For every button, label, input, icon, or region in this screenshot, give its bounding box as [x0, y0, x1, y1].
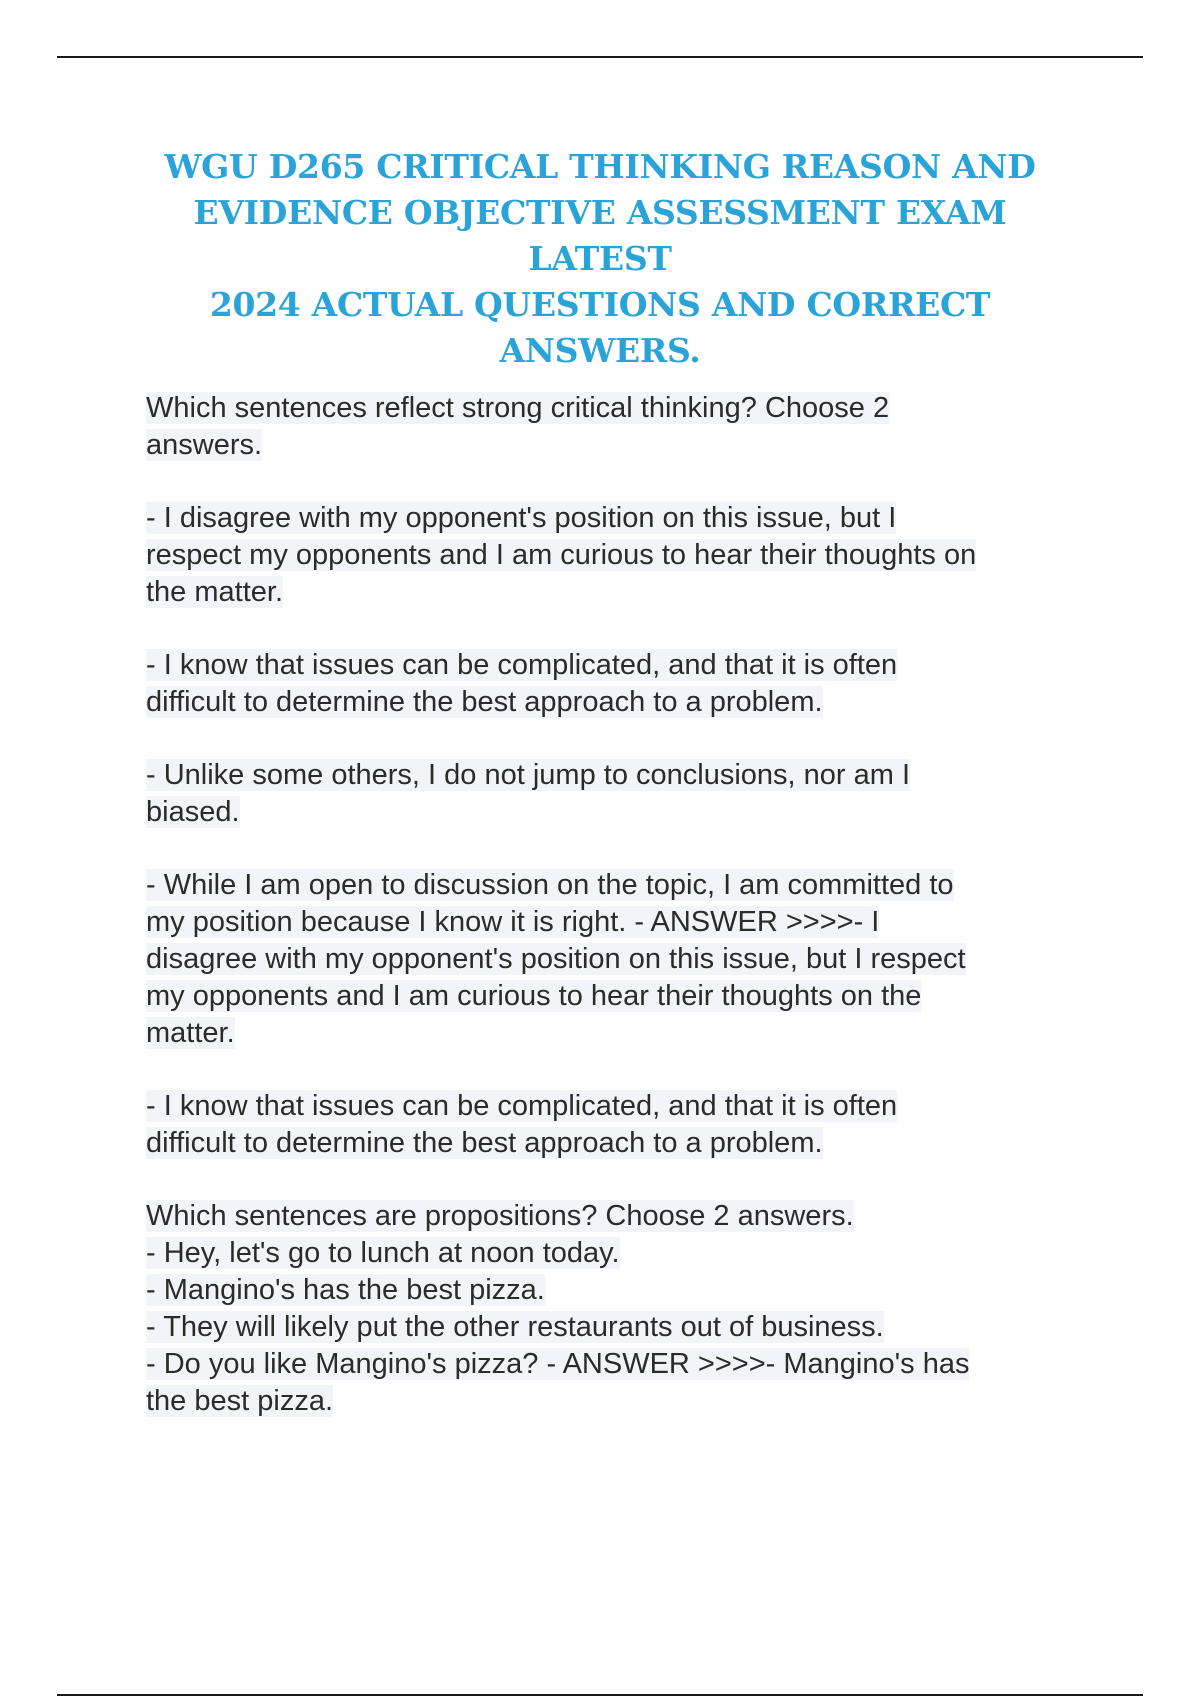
title-line: EVIDENCE OBJECTIVE ASSESSMENT EXAM LATEST: [193, 193, 1007, 278]
text-line: Which sentences are propositions? Choose 2 answers.: [146, 1200, 854, 1232]
text-line: my position because I know it is right. - ANSWER >>>>- I: [146, 906, 880, 938]
text-line: Which sentences reflect strong critical thinking? Choose 2: [146, 392, 890, 424]
text-line: the best pizza.: [146, 1385, 333, 1417]
document-body: [146, 390, 1076, 1420]
text-line: the matter.: [146, 576, 284, 608]
text-line: - Mangino's has the best pizza.: [146, 1274, 545, 1306]
text-line: - Hey, let's go to lunch at noon today.: [146, 1237, 620, 1269]
text-line: disagree with my opponent's position on this issue, but I respect: [146, 943, 966, 975]
text-line: - They will likely put the other restaurants out of business.: [146, 1311, 884, 1343]
text-line: biased.: [146, 796, 240, 828]
question1-option-2: [146, 647, 1076, 721]
text-line: - While I am open to discussion on the topic, I am committed to: [146, 869, 954, 901]
text-line: - Unlike some others, I do not jump to conclusions, nor am I: [146, 759, 911, 791]
question1-option-1: [146, 500, 1076, 611]
text-line: my opponents and I am curious to hear their thoughts on the: [146, 980, 922, 1012]
bottom-rule: [57, 1694, 1143, 1696]
text-line: - Do you like Mangino's pizza? - ANSWER >>>>- Mangino's has: [146, 1348, 970, 1380]
text-line: - I disagree with my opponent's position on this issue, but I: [146, 502, 897, 534]
title-line: WGU D265 CRITICAL THINKING REASON AND: [164, 147, 1036, 186]
top-rule: [57, 56, 1143, 58]
text-line: answers.: [146, 429, 263, 461]
question1-answer-2: [146, 1088, 1076, 1162]
text-line: difficult to determine the best approach to a problem.: [146, 1127, 823, 1159]
text-line: - I know that issues can be complicated, and that it is often: [146, 1090, 898, 1122]
text-line: difficult to determine the best approach to a problem.: [146, 686, 823, 718]
text-line: matter.: [146, 1017, 235, 1049]
question1-option-4-and-answer: [146, 867, 1076, 1052]
title-line: 2024 ACTUAL QUESTIONS AND CORRECT ANSWERS.: [209, 285, 991, 370]
text-line: - I know that issues can be complicated, and that it is often: [146, 649, 898, 681]
question2: [146, 1198, 1076, 1420]
question1-option-3: [146, 757, 1076, 831]
text-line: respect my opponents and I am curious to hear their thoughts on: [146, 539, 977, 571]
document-title: [120, 144, 1080, 374]
question1-prompt: [146, 390, 1076, 464]
